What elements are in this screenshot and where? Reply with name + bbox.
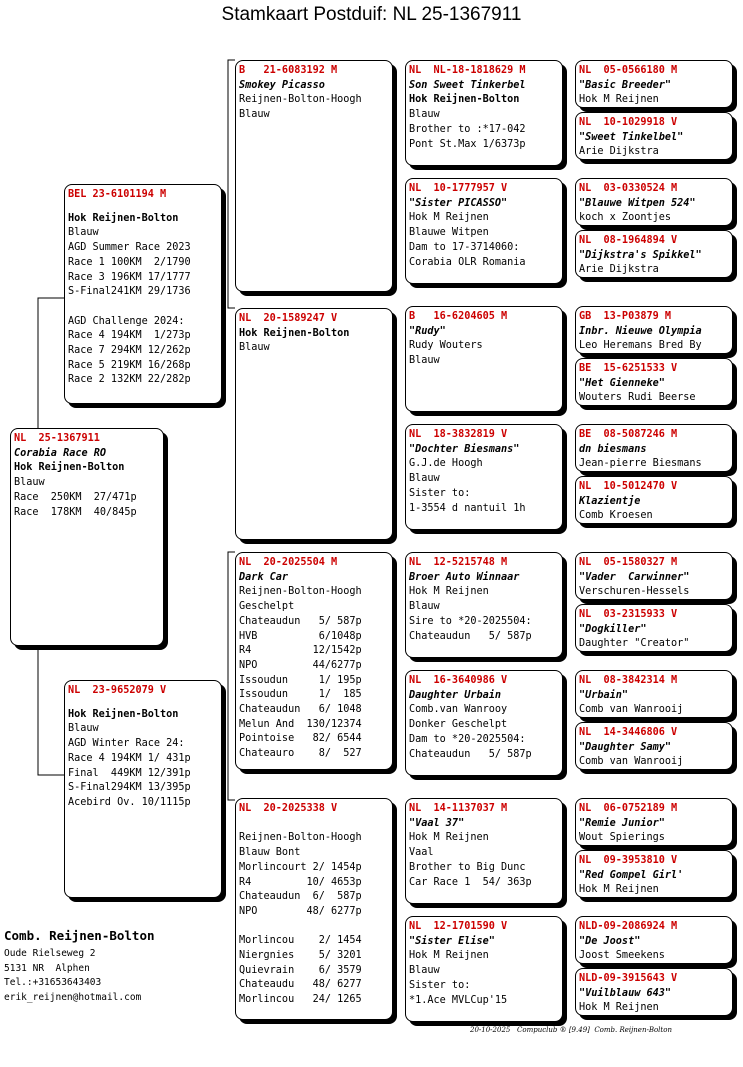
ring-number: GB 13-P03879 M [579,311,672,322]
ring-number: NL 08-3842314 M [579,675,678,686]
spacer [68,699,218,708]
pigeon-name: "Sweet Tinkelbel" [579,131,684,143]
info-line: Joost Smeekens [579,950,665,962]
pigeon-name: Daughter Urbain [409,689,502,701]
ring-number: NL 18-3832819 V [409,429,508,440]
info-line: Morlincou 24/ 1265 [239,994,362,1006]
info-line: Rudy Wouters [409,340,483,352]
pigeon-name: "Daughter Samy" [579,741,672,753]
info-line: G.J.de Hoogh [409,458,483,470]
pigeon-card-g12 [575,722,733,770]
info-line: Verschuren-Hessels [579,586,690,598]
info-line: AGD Summer Race 2023 [68,242,191,254]
ring-number: NL 20-2025504 M [239,557,338,568]
info-line: S-Final241KM 29/1736 [68,286,191,298]
info-line: Car Race 1 54/ 363p [409,876,532,888]
ring-number: BEL 23-6101194 M [68,189,167,200]
pigeon-name: Inbr. Nieuwe Olympia [579,325,702,337]
pigeon-card-fmf [405,306,563,412]
ring-number: NL 03-0330524 M [579,183,678,194]
pigeon-name: "Het Gienneke" [579,377,665,389]
ring-number: BE 15-6251533 V [579,363,678,374]
info-line: Pont St.Max 1/6373p [409,138,526,150]
info-line: Race 2 132KM 22/282p [68,374,191,386]
ring-number: NL 20-1589247 V [239,313,338,324]
info-line: Chateaudun 5/ 587p [239,615,362,627]
info-line: Race 7 294KM 12/262p [68,345,191,357]
info-line: Arie Dijkstra [579,146,659,158]
pigeon-name: Broer Auto Winnaar [409,571,520,583]
pigeon-card-g10 [575,604,733,652]
info-line: Hok M Reijnen [409,212,489,224]
ring-number: NL 14-3446806 V [579,727,678,738]
pigeon-name: "De Joost" [579,935,641,947]
pigeon-card-mfm [405,670,563,776]
pigeon-name: "Basic Breeder" [579,79,672,91]
info-line: Vaal [409,847,434,859]
info-line: Blauw [14,477,45,489]
ring-number: NL 06-0752189 M [579,803,678,814]
ring-number: NL 25-1367911 [14,433,100,444]
loft-name: Hok Reijnen-Bolton [68,708,179,720]
info-line: Chateaudun 6/ 587p [239,891,362,903]
ring-number: NL 10-1029918 V [579,117,678,128]
info-line: Chateaudu 48/ 6277 [239,979,362,991]
info-line: Melun And 130/12374 [239,718,362,730]
ring-number: NL 10-1777957 V [409,183,508,194]
info-line: Sire to *20-2025504: [409,615,532,627]
info-line: NPO 44/6277p [239,659,362,671]
info-line: Reijnen-Bolton-Hoogh [239,94,362,106]
pigeon-name: Son Sweet Tinkerbel [409,79,526,91]
owner-phone: Tel.:+31653643403 [4,977,102,988]
info-line: Quievrain 6/ 3579 [239,964,362,976]
ring-number: NL 12-5215748 M [409,557,508,568]
info-line: Sister to: [409,979,471,991]
info-line: Niergnies 5/ 3201 [239,950,362,961]
pigeon-name: "Vader Carwinner" [579,571,690,583]
info-line: Hok M Reijnen [579,1002,659,1014]
info-line: AGD Challenge 2024: [68,315,185,327]
info-line: Issoudun 1/ 195p [239,674,362,686]
pigeon-card-g16 [575,968,733,1016]
info-line: Blauw [409,601,440,613]
pigeon-name: Corabia Race RO [14,447,107,459]
pigeon-card-g4 [575,230,733,278]
info-line: R4 10/ 4653p [239,876,362,888]
ring-number: NL 03-2315933 V [579,609,678,620]
pigeon-name: "Remie Junior" [579,817,665,829]
pigeon-name: "Blauwe Witpen 524" [579,197,696,209]
owner-block [4,928,155,1005]
info-line: Race 5 219KM 16/268p [68,359,191,371]
info-line: Chateauro 8/ 527 [239,748,362,760]
info-line: Blauw Bont [239,847,301,859]
info-line: NPO 48/ 6277p [239,905,362,917]
info-line: Pointoise 82/ 6544 [239,733,362,745]
pigeon-card-mmm [405,916,563,1022]
pigeon-name: Dark Car [239,571,289,583]
info-line: Race 250KM 27/471p [14,491,137,503]
pigeon-card-father [64,184,222,404]
info-line: Race 4 194KM 1/273p [68,330,191,342]
info-line: Arie Dijkstra [579,264,659,276]
pigeon-name: dn biesmans [579,443,647,455]
info-line: Donker Geschelpt [409,719,508,731]
pigeon-card-ff [235,60,393,292]
info-line: Jean-pierre Biesmans [579,458,702,470]
pigeon-card-g3 [575,178,733,226]
line-mother-mf [228,552,235,775]
info-line: Wouters Rudi Beerse [579,392,696,404]
owner-email: erik_reijnen@hotmail.com [4,991,142,1003]
info-line: AGD Winter Race 24: [68,738,185,750]
ring-number: NLD-09-3915643 V [579,973,678,984]
info-line: Acebird Ov. 10/1115p [68,796,191,808]
info-line: Hok M Reijnen [409,586,489,598]
info-line: Issoudun 1/ 185 [239,689,362,701]
info-line: Daughter "Creator" [579,638,690,650]
pigeon-card-fmm [405,424,563,530]
loft-name: Hok Reijnen-Bolton [239,327,350,339]
line-mother-mm [228,775,235,800]
line-father-fm [228,298,235,308]
info-line: Hok M Reijnen [409,832,489,844]
info-line: Dam to 17-3714060: [409,241,520,253]
pigeon-card-g1 [575,60,733,108]
owner-address: Oude Rielseweg 2 [4,948,96,959]
info-line: Chateaudun 6/ 1048 [239,704,362,716]
ring-number: NL NL-18-1818629 M [409,65,526,76]
info-line [239,817,389,832]
pigeon-card-g13 [575,798,733,846]
page-title: Stamkaart Postduif: NL 25-1367911 [221,4,522,25]
pigeon-card-g15 [575,916,733,964]
ring-number: NL 08-1964894 V [579,235,678,246]
info-line [239,920,389,935]
info-line: Final 449KM 12/391p [68,767,191,779]
info-line: 1-3554 d nantuil 1h [409,502,526,514]
info-line: HVB 6/1048p [239,630,362,642]
info-line: Race 1 100KM 2/1790 [68,256,191,268]
info-line: Brother to :*17-042 [409,123,526,135]
owner-postcode: 5131 NR Alphen [4,962,90,974]
pigeon-card-ffm [405,178,563,284]
info-line: Reijnen-Bolton-Hoogh [239,832,362,844]
info-line: Comb.van Wanrooy [409,704,508,716]
pigeon-card-g9 [575,552,733,600]
info-line: Morlincou 2/ 1454 [239,935,362,947]
line-subject-father [38,298,64,428]
ring-number: NL 10-5012470 V [579,481,678,492]
info-line: Leo Heremans Bred By [579,340,702,352]
pigeon-name: "Urbain" [579,689,629,701]
pigeon-card-mf [235,552,393,770]
pigeon-card-fff [405,60,563,166]
pigeon-name: "Red Gompel Girl' [579,869,684,881]
info-line: Blauw [239,109,270,121]
ring-number: NL 05-1580327 M [579,557,678,568]
pigeon-name: "Dogkiller" [579,623,647,635]
ring-number: NL 05-0566180 M [579,65,678,76]
info-line: Hok M Reijnen [579,94,659,106]
info-line: Blauw [239,342,270,354]
info-line: Hok M Reijnen [409,950,489,962]
pigeon-card-mother [64,680,222,898]
ring-number: NLD-09-2086924 M [579,921,678,932]
pigeon-card-g2 [575,112,733,160]
pigeon-name: "Dochter Biesmans" [409,443,520,455]
info-line: Blauw [68,723,99,735]
ring-number: NL 14-1137037 M [409,803,508,814]
info-line: Race 178KM 40/845p [14,506,137,518]
info-line: Sister to: [409,487,471,499]
info-line: S-Final294KM 13/395p [68,782,191,794]
line-subject-mother [38,646,64,775]
info-line: Dam to *20-2025504: [409,733,526,745]
info-line: Wout Spierings [579,832,665,844]
ring-number: NL 23-9652079 V [68,685,167,696]
info-line: R4 12/1542p [239,645,362,657]
info-line: Comb van Wanrooij [579,756,684,768]
pigeon-name: "Vuilblauw 643" [579,987,672,999]
ring-number: NL 20-2025338 V [239,803,338,814]
info-line: Brother to Big Dunc [409,861,526,873]
info-line: Race 3 196KM 17/1777 [68,271,191,283]
pigeon-card-g14 [575,850,733,898]
info-line: koch x Zoontjes [579,212,672,224]
info-line: Morlincourt 2/ 1454p [239,861,362,873]
pigeon-card-mff [405,552,563,658]
info-line: Chateaudun 5/ 587p [409,630,532,642]
pigeon-card-g11 [575,670,733,718]
pigeon-name: "Sister PICASSO" [409,197,508,209]
info-line [68,300,218,315]
ring-number: NL 09-3953810 V [579,855,678,866]
pigeon-name: Klazientje [579,495,641,507]
info-line: Reijnen-Bolton-Hoogh [239,586,362,598]
info-line: Hok M Reijnen [579,884,659,896]
pigeon-card-g7 [575,424,733,472]
ring-number: BE 08-5087246 M [579,429,678,440]
ring-number: B 16-6204605 M [409,311,508,322]
info-line: Blauw [409,473,440,485]
info-line: Blauw [68,227,99,239]
info-line: Blauwe Witpen [409,227,489,239]
info-line: Comb van Wanrooij [579,704,684,716]
pigeon-card-g5 [575,306,733,354]
pigeon-name: "Sister Elise" [409,935,495,947]
pigeon-name: "Dijkstra's Spikkel" [579,249,702,261]
info-line: Geschelpt [239,601,295,613]
loft-name: Hok Reijnen-Bolton [409,94,520,106]
pigeon-card-subject [10,428,164,646]
footer-print-info: 20-10-2025 Compuclub ® [9.49] Comb. Reijnen-Bolton [470,1026,672,1034]
info-line: Comb Kroesen [579,510,653,522]
ring-number: NL 16-3640986 V [409,675,508,686]
info-line: Race 4 194KM 1/ 431p [68,752,191,764]
info-line: Blauw [409,355,440,367]
pigeon-name: Smokey Picasso [239,79,325,91]
pigeon-card-g6 [575,358,733,406]
line-father-ff [228,60,235,298]
owner-name: Comb. Reijnen-Bolton [4,928,155,943]
info-line: Corabia OLR Romania [409,256,526,268]
pigeon-card-mm [235,798,393,1020]
ring-number: NL 12-1701590 V [409,921,508,932]
info-line: Chateaudun 5/ 587p [409,748,532,760]
spacer [68,203,218,212]
pigeon-name: "Rudy" [409,325,446,337]
pigeon-card-fm [235,308,393,540]
loft-name: Hok Reijnen-Bolton [68,212,179,224]
pigeon-card-mmf [405,798,563,904]
ring-number: B 21-6083192 M [239,65,338,76]
info-line: *1.Ace MVLCup'15 [409,994,508,1006]
pigeon-name: "Vaal 37" [409,817,465,829]
info-line: Blauw [409,965,440,977]
loft-name: Hok Reijnen-Bolton [14,462,125,474]
pigeon-card-g8 [575,476,733,524]
info-line: Blauw [409,109,440,121]
